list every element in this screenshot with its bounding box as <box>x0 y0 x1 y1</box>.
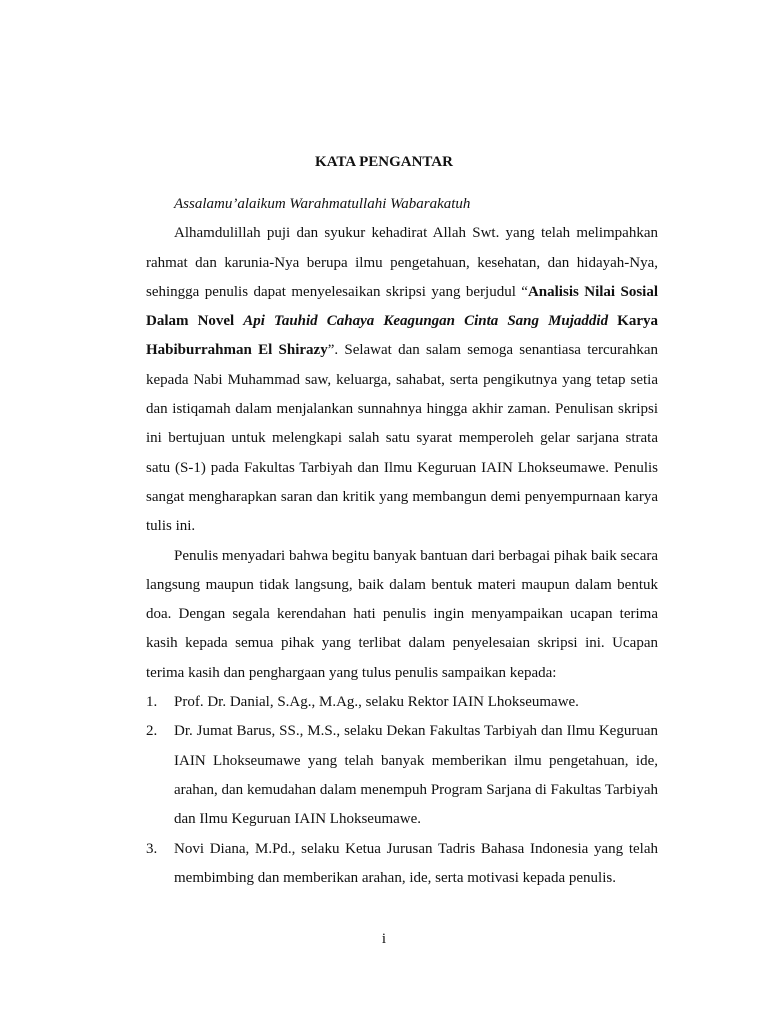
list-item-text: Prof. Dr. Danial, S.Ag., M.Ag., selaku Rektor IAIN Lhokseumawe. <box>174 694 579 711</box>
list-item <box>146 717 658 834</box>
list-item-text: Novi Diana, M.Pd., selaku Ketua Jurusan Tadris Bahasa Indonesia yang telah membimbing dan memberikan arahan, ide, serta motivasi kepada penulis. <box>174 840 658 886</box>
greeting: Assalamu’alaikum Warahmatullahi Wabarakatuh <box>174 196 471 212</box>
list-item-number: 3. <box>146 840 158 857</box>
acknowledgement-list <box>146 688 658 893</box>
list-item-text: Dr. Jumat Barus, SS., M.S., selaku Dekan Fakultas Tarbiyah dan Ilmu Keguruan IAIN Lhokseumawe yang telah banyak memberikan ilmu pengetahuan, ide, arahan, dan kemudahan dalam menempuh Program Sarjana di Fakultas Tarbiyah dan Ilmu Keguruan IAIN Lhokseumawe. <box>174 723 658 828</box>
list-item <box>146 688 658 717</box>
document-body <box>146 190 658 893</box>
thesis-title-part-2: Karya Habiburrahman El Shirazy <box>146 313 659 359</box>
paragraph-acknowledgement: Penulis menyadari bahwa begitu banyak bantuan dari berbagai pihak baik secara langsung maupun tidak langsung, baik dalam bentuk materi maupun dalam bentuk doa. Dengan segala kerendahan hati penulis ingin menyampaikan ucapan terima kasih kepada semua pihak yang terlibat dalam penyelesaian skripsi ini. Ucapan terima kasih dan penghargaan yang tulus penulis sampaikan kepada: <box>146 547 658 681</box>
list-item <box>146 835 658 894</box>
page-number: i <box>381 931 387 947</box>
novel-title: Api Tauhid Cahaya Keagungan Cinta Sang Mujaddid <box>243 313 609 330</box>
paragraph-intro <box>146 219 658 541</box>
paragraph-intro-text-start: Alhamdulillah puji dan syukur kehadirat Allah Swt. yang telah melimpahkan rahmat dan karunia-Nya berupa ilmu pengetahuan, kesehatan, dan hidayah-Nya, sehingga penulis dapat menyelesaikan skripsi yang berjudul “ <box>146 225 658 300</box>
page-title: KATA PENGANTAR <box>315 154 453 170</box>
paragraph-intro-text-end: ”. Selawat dan salam semoga senantiasa tercurahkan kepada Nabi Muhammad saw, keluarga, sahabat, serta pengikutnya yang tetap setia dan istiqamah dalam menjalankan sunnahnya hingga akhir zaman. Penulisan skripsi ini bertujuan untuk melengkapi salah satu syarat memperoleh gelar sarjana strata satu (S-1) pada Fakultas Tarbiyah dan Ilmu Keguruan IAIN Lhokseumawe. Penulis sangat mengharapkan saran dan kritik yang membangun demi penyempurnaan karya tulis ini. <box>146 342 658 535</box>
thesis-title-part-1: Analisis Nilai Sosial Dalam Novel <box>146 283 658 330</box>
list-item-number: 1. <box>146 694 158 711</box>
list-item-number: 2. <box>146 723 158 740</box>
